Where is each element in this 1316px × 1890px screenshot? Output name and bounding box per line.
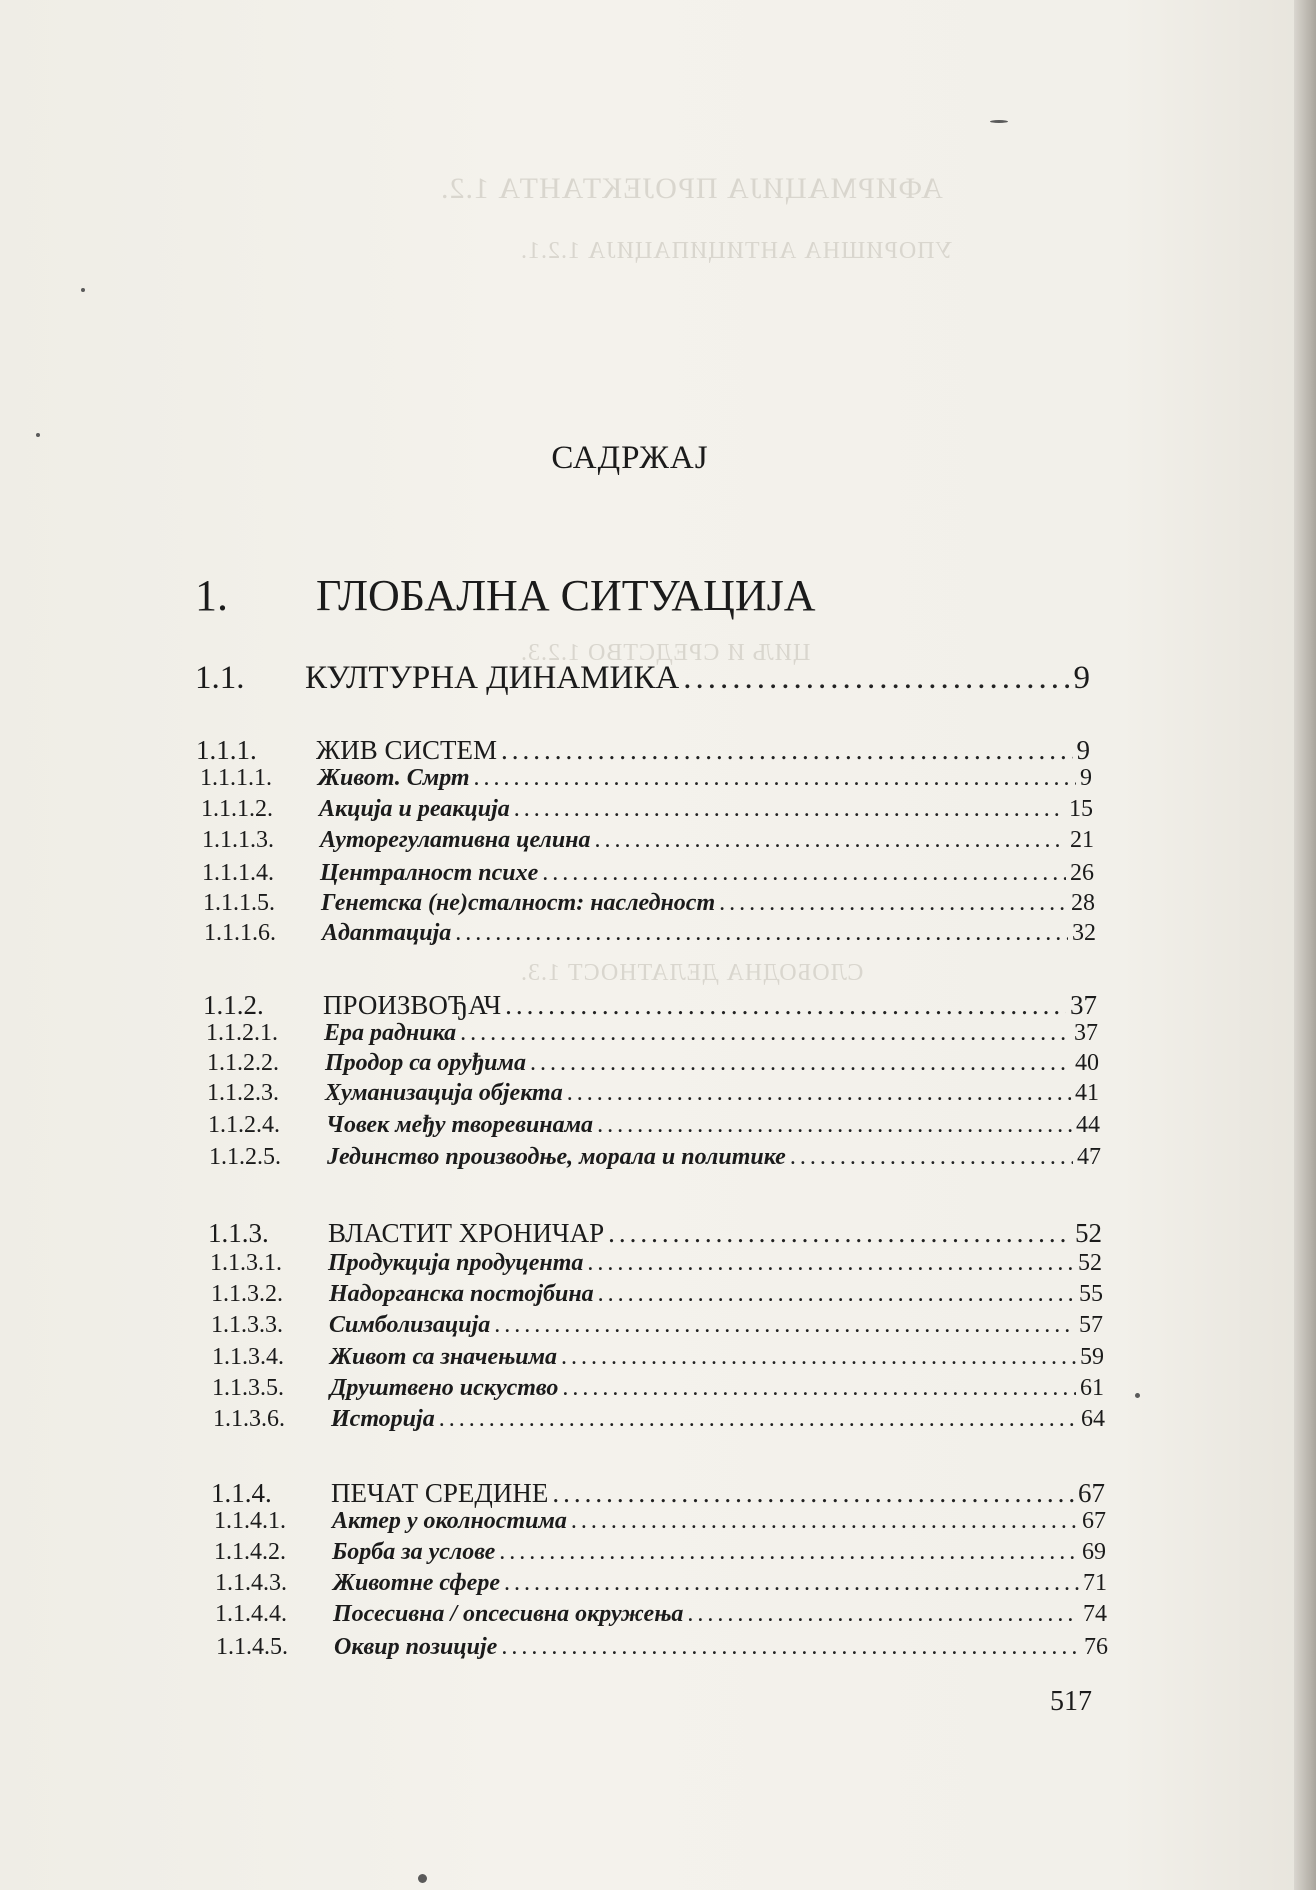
toc-entry-number: 1.1.4. bbox=[211, 1478, 272, 1508]
dot-leader bbox=[552, 1478, 1074, 1509]
toc-entry-number: 1.1.1.2. bbox=[201, 796, 273, 822]
dot-leader bbox=[790, 1144, 1073, 1171]
paper-speck bbox=[36, 433, 40, 437]
toc-entry-number: 1.1.2.2. bbox=[207, 1050, 279, 1076]
dot-leader bbox=[460, 1020, 1070, 1047]
dot-leader bbox=[501, 735, 1073, 766]
bleed-through-text: УПОРИШНА АНТИЦИПАЦИЈА 1.2.1. bbox=[520, 238, 953, 264]
dot-leader bbox=[514, 796, 1065, 823]
toc-entry-label: Живот. Смрт bbox=[318, 765, 470, 791]
dot-leader bbox=[561, 1344, 1076, 1371]
toc-entry-number: 1.1.4.2. bbox=[214, 1539, 286, 1565]
toc-entry-number: 1.1.1.4. bbox=[202, 860, 274, 886]
dot-leader bbox=[595, 827, 1066, 854]
paper-speck bbox=[418, 1874, 427, 1883]
toc-entry bbox=[17, 1570, 1107, 1597]
toc-entry-label: Генетска (не)сталност: наследност bbox=[321, 890, 716, 916]
toc-entry-label: Оквир позиције bbox=[334, 1634, 498, 1660]
toc-entry-number: 1.1.3.3. bbox=[211, 1312, 283, 1338]
toc-entry-label: Хуманизација објекта bbox=[325, 1080, 563, 1106]
dot-leader bbox=[567, 1080, 1071, 1107]
toc-entry bbox=[0, 660, 1090, 697]
toc-entry bbox=[12, 1218, 1102, 1249]
toc-entry-page: 9 bbox=[1080, 765, 1092, 791]
toc-entry-page: 67 bbox=[1082, 1508, 1106, 1534]
toc-entry bbox=[0, 735, 1090, 766]
toc-entry-label: Ауторегулативна целина bbox=[320, 827, 591, 853]
toc-entry bbox=[16, 1508, 1106, 1535]
toc-entry-number: 1.1.2.5. bbox=[209, 1144, 281, 1170]
page-edge bbox=[1294, 0, 1316, 1890]
toc-entry-page: 69 bbox=[1082, 1539, 1106, 1565]
toc-entry bbox=[10, 1112, 1100, 1139]
toc-entry bbox=[14, 1344, 1104, 1371]
toc-entry-page: 76 bbox=[1084, 1634, 1108, 1660]
toc-entry bbox=[16, 1539, 1106, 1566]
toc-entry-label: Јединство производње, морала и политике bbox=[327, 1144, 786, 1170]
toc-entry-page: 41 bbox=[1075, 1080, 1099, 1106]
paper-speck bbox=[81, 288, 85, 292]
toc-entry bbox=[15, 1406, 1105, 1433]
toc-entry-page: 37 bbox=[1070, 990, 1097, 1020]
dot-leader bbox=[598, 1281, 1075, 1308]
toc-entry-label: Живот са значењима bbox=[330, 1344, 558, 1370]
dot-leader bbox=[562, 1375, 1076, 1402]
toc-entry-label: Актер у околностима bbox=[332, 1508, 567, 1534]
toc-entry-number: 1.1.3. bbox=[208, 1218, 269, 1248]
toc-entry-label: Надорганска постојбина bbox=[329, 1281, 594, 1307]
dot-leader bbox=[455, 920, 1068, 947]
bleed-through-text: СЛОБОДНА ДЕЛАТНОСТ 1.3. bbox=[520, 960, 864, 986]
toc-entry bbox=[2, 765, 1092, 792]
dot-leader bbox=[501, 1634, 1080, 1661]
dot-leader bbox=[499, 1539, 1078, 1566]
toc-entry-page: 26 bbox=[1070, 860, 1094, 886]
toc-entry bbox=[3, 796, 1093, 823]
toc-entry-number: 1.1.4.3. bbox=[215, 1570, 287, 1596]
toc-entry-label: ВЛАСТИТ ХРОНИЧАР bbox=[328, 1218, 605, 1248]
toc-entry-page: 52 bbox=[1078, 1250, 1102, 1276]
toc-entry-label: Адаптација bbox=[322, 920, 452, 946]
toc-entry bbox=[14, 1375, 1104, 1402]
toc-entry bbox=[13, 1281, 1103, 1308]
toc-entry bbox=[12, 1250, 1102, 1277]
toc-entry-number: 1.1.1. bbox=[196, 735, 257, 765]
toc-entry bbox=[5, 890, 1095, 917]
toc-entry-number: 1.1.2.1. bbox=[206, 1020, 278, 1046]
toc-entry-number: 1.1.3.6. bbox=[213, 1406, 285, 1432]
toc-entry-label: Ера радника bbox=[324, 1020, 457, 1046]
dot-leader bbox=[687, 1601, 1079, 1628]
toc-entry bbox=[11, 1144, 1101, 1171]
toc-entry-number: 1.1.2. bbox=[203, 990, 264, 1020]
toc-entry-page: 9 bbox=[1076, 735, 1090, 765]
toc-entry-label: Борба за услове bbox=[332, 1539, 496, 1565]
chapter-label: ГЛОБАЛНА СИТУАЦИЈА bbox=[316, 571, 816, 620]
dot-leader bbox=[542, 860, 1066, 887]
toc-entry-page: 44 bbox=[1076, 1112, 1100, 1138]
toc-entry-label: Друштвено искуство bbox=[330, 1375, 559, 1401]
toc-entry bbox=[8, 1020, 1098, 1047]
dot-leader bbox=[571, 1508, 1078, 1535]
toc-entry-number: 1.1.1.3. bbox=[202, 827, 274, 853]
dot-leader bbox=[719, 890, 1067, 917]
paper-speck bbox=[1135, 1393, 1140, 1398]
toc-entry-label: Симболизација bbox=[329, 1312, 491, 1338]
page-title: САДРЖАЈ bbox=[551, 440, 709, 476]
toc-entry-number: 1.1.4.1. bbox=[214, 1508, 286, 1534]
toc-entry-label: Централност психе bbox=[320, 860, 539, 886]
toc-entry-number: 1.1.1.1. bbox=[200, 765, 272, 791]
toc-entry bbox=[4, 860, 1094, 887]
paper-speck bbox=[990, 120, 1008, 123]
dot-leader bbox=[474, 765, 1076, 792]
dot-leader bbox=[683, 660, 1069, 697]
toc-entry-page: 40 bbox=[1075, 1050, 1099, 1076]
chapter-number: 1. bbox=[195, 571, 228, 620]
toc-entry-label: ПРОИЗВОЂАЧ bbox=[323, 990, 502, 1020]
dot-leader bbox=[505, 990, 1066, 1021]
toc-entry-number: 1.1.1.6. bbox=[204, 920, 276, 946]
toc-entry bbox=[9, 1050, 1099, 1077]
toc-entry bbox=[13, 1312, 1103, 1339]
toc-entry-label: Животне сфере bbox=[333, 1570, 500, 1596]
toc-entry-page: 9 bbox=[1073, 660, 1090, 696]
toc-entry-number: 1.1.3.1. bbox=[210, 1250, 282, 1276]
toc-entry-page: 47 bbox=[1077, 1144, 1101, 1170]
toc-entry-label: Посесивна / опсесивна окружења bbox=[333, 1601, 684, 1627]
toc-entry bbox=[7, 990, 1097, 1021]
toc-entry bbox=[6, 920, 1096, 947]
toc-entry-number: 1.1.4.5. bbox=[216, 1634, 288, 1660]
toc-entry bbox=[15, 1478, 1105, 1509]
page-number: 517 bbox=[1050, 1686, 1092, 1717]
toc-entry-number: 1.1.2.4. bbox=[208, 1112, 280, 1138]
toc-entry-number: 1.1.4.4. bbox=[215, 1601, 287, 1627]
dot-leader bbox=[608, 1218, 1071, 1249]
toc-entry-label: ЖИВ СИСТЕМ bbox=[316, 735, 497, 765]
toc-entry bbox=[9, 1080, 1099, 1107]
toc-entry-label: Историја bbox=[331, 1406, 435, 1432]
bleed-through-text: АФИРМАЦИЈА ПРОЈЕКТАНТА 1.2. bbox=[440, 172, 943, 205]
dot-leader bbox=[439, 1406, 1077, 1433]
toc-entry bbox=[4, 827, 1094, 854]
toc-entry-label: Човек међу творевинама bbox=[326, 1112, 594, 1138]
toc-entry bbox=[17, 1601, 1107, 1628]
toc-entry-label: ПЕЧАТ СРЕДИНЕ bbox=[331, 1478, 549, 1508]
bleed-through-text: ЦИЉ И СРЕДСТВО 1.2.3. bbox=[520, 640, 811, 666]
toc-entry-page: 57 bbox=[1079, 1312, 1103, 1338]
toc-entry-label: Акција и реакција bbox=[319, 796, 510, 822]
toc-entry-page: 37 bbox=[1074, 1020, 1098, 1046]
dot-leader bbox=[530, 1050, 1071, 1077]
toc-entry-number: 1.1.2.3. bbox=[207, 1080, 279, 1106]
toc-entry-page: 64 bbox=[1081, 1406, 1105, 1432]
toc-entry-page: 21 bbox=[1070, 827, 1094, 853]
dot-leader bbox=[587, 1250, 1074, 1277]
dot-leader bbox=[494, 1312, 1075, 1339]
toc-entry-label: Продукција продуцента bbox=[328, 1250, 584, 1276]
toc-entry-number: 1.1. bbox=[195, 660, 245, 696]
toc-entry-label: Продор са оруђима bbox=[325, 1050, 526, 1076]
dot-leader bbox=[597, 1112, 1072, 1139]
chapter-heading bbox=[195, 570, 816, 621]
toc-entry-number: 1.1.3.5. bbox=[212, 1375, 284, 1401]
toc-entry-label: КУЛТУРНА ДИНАМИКА bbox=[305, 660, 680, 696]
toc-entry bbox=[18, 1634, 1108, 1661]
toc-entry-number: 1.1.3.4. bbox=[212, 1344, 284, 1370]
toc-entry-page: 61 bbox=[1080, 1375, 1104, 1401]
toc-entry-page: 67 bbox=[1078, 1478, 1105, 1508]
toc-entry-page: 55 bbox=[1079, 1281, 1103, 1307]
toc-entry-page: 15 bbox=[1069, 796, 1093, 822]
toc-entry-page: 52 bbox=[1075, 1218, 1102, 1248]
toc-entry-number: 1.1.3.2. bbox=[211, 1281, 283, 1307]
toc-entry-page: 74 bbox=[1083, 1601, 1107, 1627]
toc-entry-page: 71 bbox=[1083, 1570, 1107, 1596]
toc-entry-page: 59 bbox=[1080, 1344, 1104, 1370]
toc-entry-page: 28 bbox=[1071, 890, 1095, 916]
toc-entry-page: 32 bbox=[1072, 920, 1096, 946]
toc-entry-number: 1.1.1.5. bbox=[203, 890, 275, 916]
dot-leader bbox=[504, 1570, 1079, 1597]
